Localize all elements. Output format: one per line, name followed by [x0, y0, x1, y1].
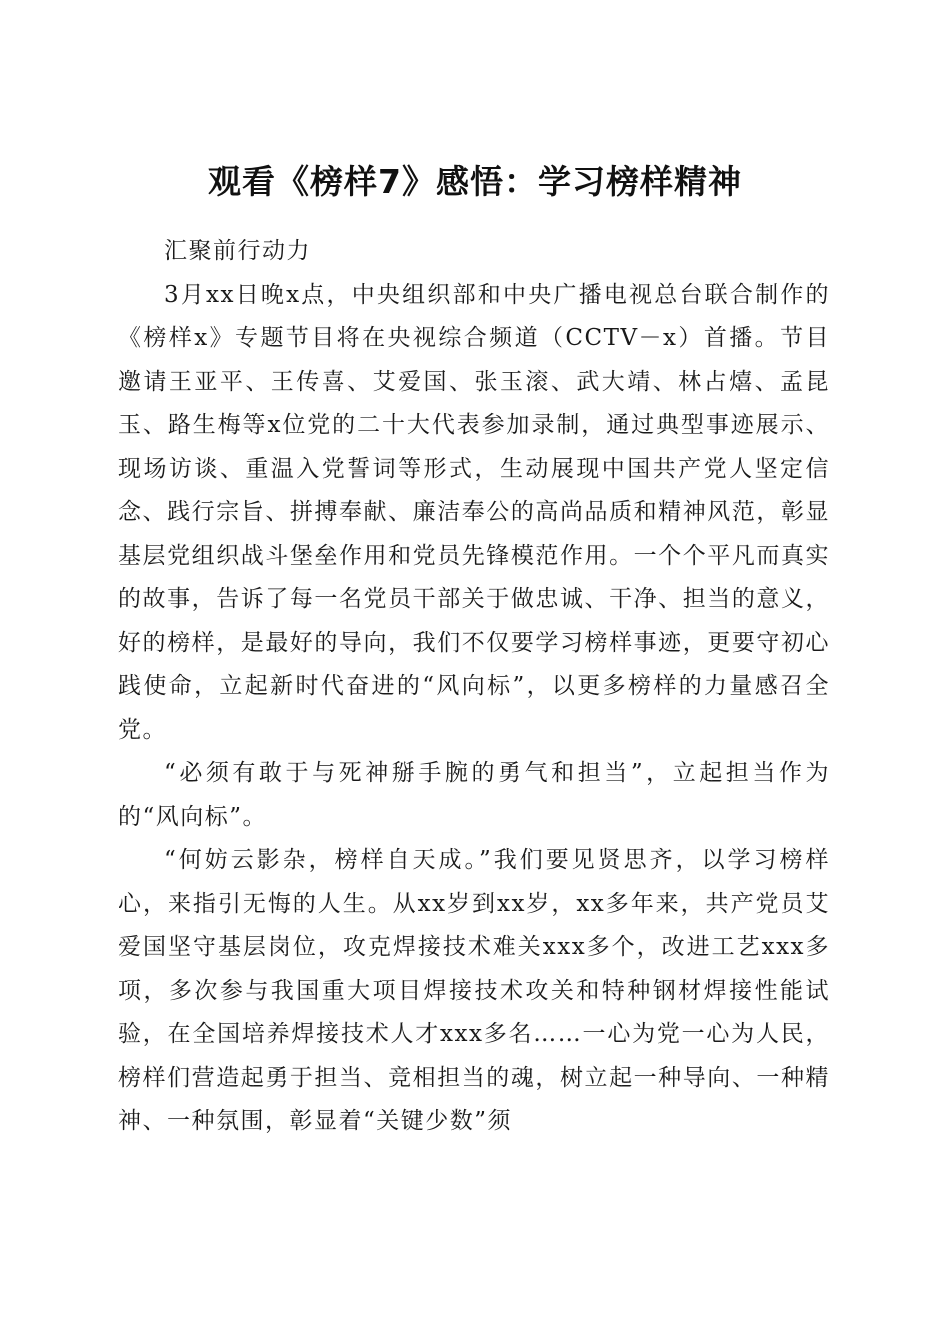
document-title: 观看《榜样7》感悟：学习榜样精神 — [208, 162, 742, 202]
paragraph-example: “何妨云影杂，榜样自天成。”我们要见贤思齐，以学习榜样心，来指引无悔的人生。从xx岁到xx岁，xx多年来，共产党员艾爱国坚守基层岗位，攻克焊接技术难关xxx多个，改进工艺xxx多项，多次参与我国重大项目焊接技术攻关和特种钢材焊接性能试验，在全国培养焊接技术人才xxx多名……一心为党一心为人民，榜样们营造起勇于担当、竞相担当的魂，树立起一种导向、一种精神、一种氛围，彰显着“关键少数”须 — [118, 847, 830, 1134]
paragraph-intro: 3月xx日晚x点，中央组织部和中央广播电视总台联合制作的《榜样x》专题节目将在央视综合频道（CCTV－x）首播。节目邀请王亚平、王传喜、艾爱国、张玉滚、武大靖、林占熺、孟昆玉、路生梅等x位党的二十大代表参加录制，通过典型事迹展示、现场访谈、重温入党誓词等形式，生动展现中国共产党人坚定信念、践行宗旨、拼搏奉献、廉洁奉公的高尚品质和精神风范，彰显基层党组织战斗堡垒作用和党员先锋模范作用。一个个平凡而真实的故事，告诉了每一名党员干部关于做忠诚、干净、担当的意义，好的榜样，是最好的导向，我们不仅要学习榜样事迹，更要守初心践使命，立起新时代奋进的“风向标”，以更多榜样的力量感召全党。 — [118, 281, 830, 743]
paragraph-quote-courage: “必须有敢于与死神掰手腕的勇气和担当”，立起担当作为的“风向标”。 — [118, 760, 830, 830]
paragraph-subheading: 汇聚前行动力 — [164, 238, 311, 264]
document-body — [118, 230, 830, 1144]
